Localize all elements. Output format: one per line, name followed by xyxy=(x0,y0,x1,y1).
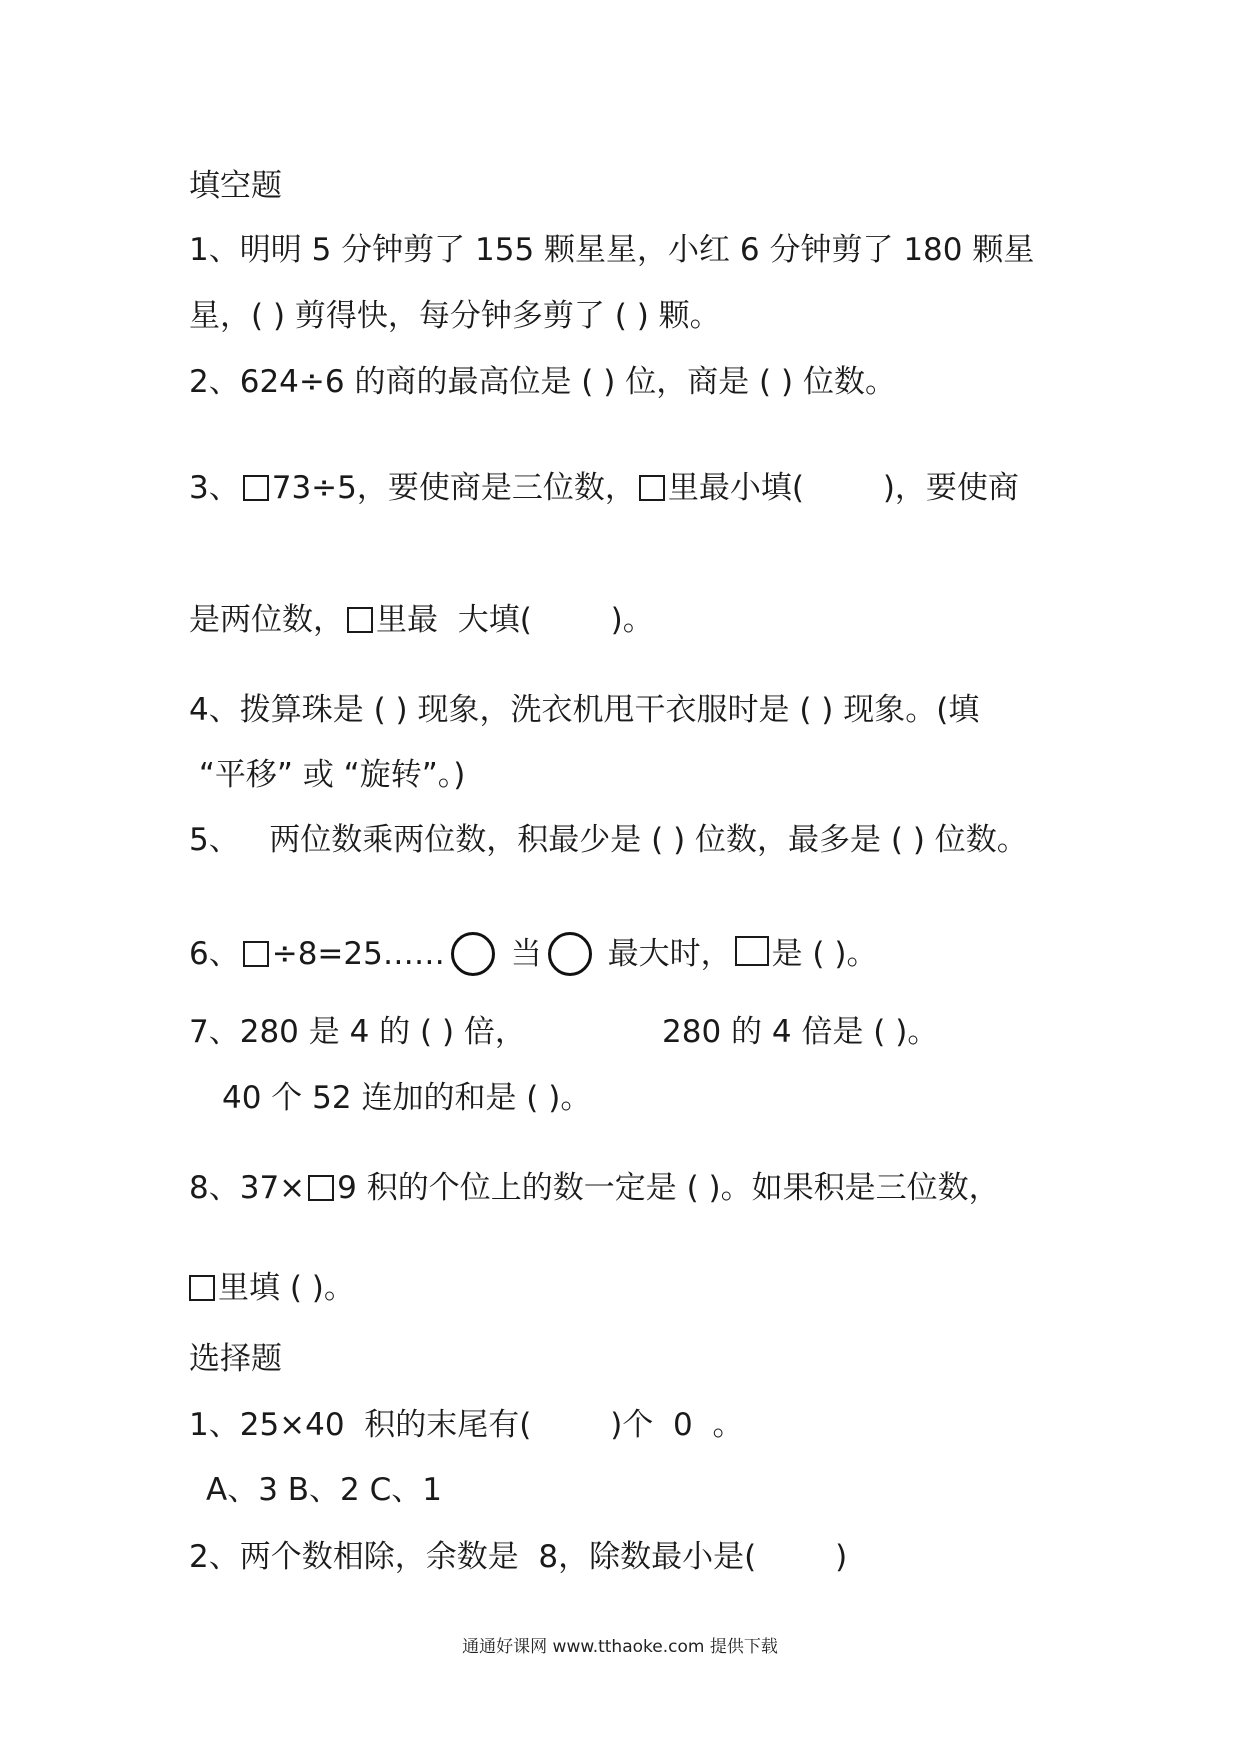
blank-square-icon xyxy=(735,936,769,966)
question-5: 5、 两位数乘两位数，积最少是 ( ) 位数，最多是 ( ) 位数。 xyxy=(189,822,1028,858)
question-8-text: 9 积的个位上的数一定是 ( )。如果积是三位数， xyxy=(337,1170,1000,1206)
question-6-max: 最大时， xyxy=(597,936,732,972)
question-3-expression: 73÷5，要使商是三位数， xyxy=(271,470,636,506)
download-footer: 通通好课网 www.tthaoke.com 提供下载 xyxy=(462,1637,778,1657)
question-8-number: 8、37× xyxy=(189,1170,306,1206)
question-3-max-fill: 里最 大填( )。 xyxy=(376,602,654,638)
question-3-min-fill: 里最小填( )，要使商 xyxy=(667,470,1019,506)
question-6 xyxy=(189,932,877,976)
question-8-line-2 xyxy=(189,1268,355,1308)
blank-square-icon xyxy=(347,607,373,633)
question-3-line-1 xyxy=(189,468,1019,508)
question-6-number: 6、 xyxy=(189,936,240,972)
question-2: 2、624÷6 的商的最高位是 ( ) 位，商是 ( ) 位数。 xyxy=(189,364,896,400)
question-4-line-2: “平移” 或 “旋转”。) xyxy=(189,757,466,793)
question-4-line-1: 4、拨算珠是 ( ) 现象，洗衣机甩干衣服时是 ( ) 现象。(填 xyxy=(189,692,980,728)
remainder-circle-icon xyxy=(548,932,592,976)
question-6-when: 当 xyxy=(500,936,542,972)
multiple-choice-heading: 选择题 xyxy=(189,1341,282,1377)
question-7-line-2: 40 个 52 连加的和是 ( )。 xyxy=(222,1080,592,1116)
choice-question-1: 1、25×40 积的末尾有( )个 0 。 xyxy=(189,1407,744,1443)
question-1-line-2: 星，( ) 剪得快，每分钟多剪了 ( ) 颗。 xyxy=(189,298,721,334)
blank-square-icon xyxy=(639,475,665,501)
choice-question-1-options: A、3 B、2 C、1 xyxy=(206,1472,442,1508)
question-8-line-1 xyxy=(189,1168,1000,1208)
choice-question-2: 2、两个数相除，余数是 8，除数最小是( ) xyxy=(189,1539,848,1575)
question-3-number: 3、 xyxy=(189,470,240,506)
fill-blank-heading: 填空题 xyxy=(189,168,282,204)
question-7-line-1b: 280 的 4 倍是 ( )。 xyxy=(662,1014,939,1050)
question-1-line-1: 1、明明 5 分钟剪了 155 颗星星，小红 6 分钟剪了 180 颗星 xyxy=(189,232,1035,268)
blank-square-icon xyxy=(243,475,269,501)
question-3-line-2 xyxy=(189,600,654,640)
blank-square-icon xyxy=(243,941,269,967)
question-7-line-1a: 7、280 是 4 的 ( ) 倍， xyxy=(189,1014,526,1050)
question-8-fill: 里填 ( )。 xyxy=(218,1270,355,1306)
blank-square-icon xyxy=(189,1275,215,1301)
blank-square-icon xyxy=(308,1175,334,1201)
question-6-expression: ÷8=25…… xyxy=(271,936,445,972)
remainder-circle-icon xyxy=(451,932,495,976)
question-3-two-digit: 是两位数， xyxy=(189,602,344,638)
question-6-answer: 是 ( )。 xyxy=(771,936,878,972)
